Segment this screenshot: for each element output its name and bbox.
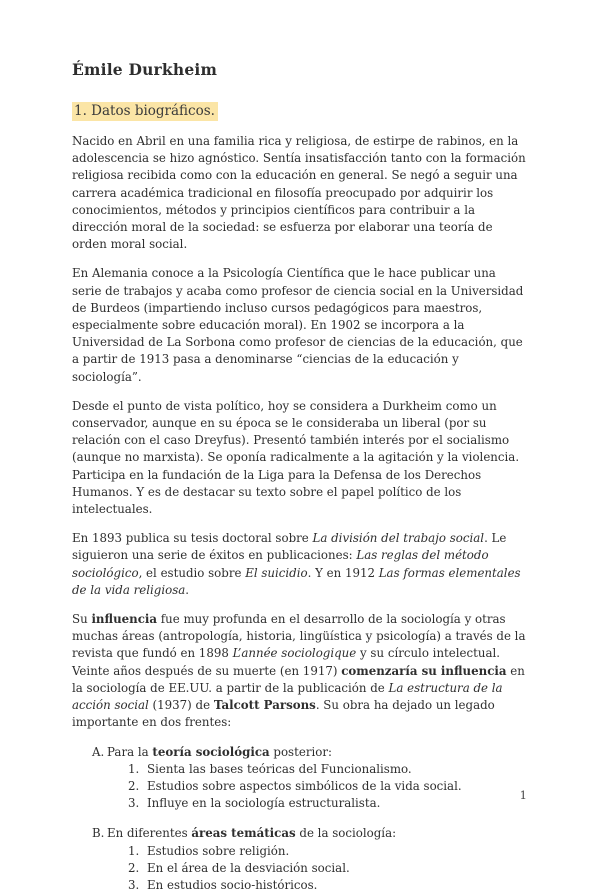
text-run: Nacido en Abril en una familia rica y religiosa, de estirpe de rabinos, en la adolescencia se hizo agnóstico. Sentía insatisfacción tanto con la formación religiosa recibida como con la educación en general. Se negó a seguir una carrera académica tradicional en filosofía preocupado por adquirir los conocimientos, métodos y principios científicos para contribuir a la dirección moral de la sociedad: se esfuerza por elaborar una teoría de orden moral social. (72, 134, 526, 252)
text-run: . Y en 1912 (307, 565, 379, 580)
text-run: Talcott Parsons (213, 698, 316, 713)
text-run: Desde el punto de vista político, hoy se considera a Durkheim como un conservador, aunque en su época se le consideraba un liberal (por su relación con el caso Dreyfus). Presentó también interés por el socialismo (aunque no marxista). Se oponía radicalmente a la agitación y la violencia. Participa en la fundación de la Liga para la Defensa de los Derechos Humanos. Y es de destacar su texto sobre el papel político de los intelectuales. (72, 398, 520, 517)
text-run: Las formas elementales de la vida religiosa (72, 565, 521, 597)
list-item-text: En estudios socio-históricos. (147, 877, 318, 892)
list-item-text: Estudios sobre aspectos simbólicos de la vida social. (147, 778, 462, 793)
text-run: Las reglas del método sociológico (72, 548, 489, 580)
list-intro (72, 744, 528, 761)
text-run: . (185, 582, 190, 597)
paragraph (72, 530, 528, 599)
list-item-number: 3. (128, 877, 140, 892)
text-run: comenzaría su influencia (341, 663, 507, 678)
list-intro-text (107, 744, 332, 761)
text-run: fue muy profunda en el desarrollo de la sociología y otras muchas áreas (antropología, historia, lingüística y psicología) a través de la revista que fundó en 1898 (72, 612, 526, 661)
list-intro (72, 825, 528, 842)
text-run: influencia (91, 612, 158, 627)
list-item-number: 2. (128, 860, 140, 875)
document-title: Émile Durkheim (72, 60, 218, 79)
paragraph (72, 265, 528, 385)
text-run: La estructura de la acción social (72, 680, 503, 713)
lettered-list (72, 744, 528, 813)
list-item-number: 2. (128, 778, 140, 793)
text-run: áreas temáticas (191, 826, 296, 841)
list-item (72, 778, 528, 795)
text-run: El suicidio (245, 565, 308, 580)
list-item-number: 1. (128, 761, 140, 776)
page-number: 1 (519, 788, 527, 802)
list-letter-marker: B. (92, 826, 105, 841)
paragraph (72, 611, 528, 731)
list-item (72, 877, 528, 894)
list-item-text: Influye en la sociología estructuralista. (147, 796, 381, 811)
paragraph (72, 133, 528, 253)
text-run: y su círculo intelectual. Veinte años después de su muerte (en 1917) (72, 646, 501, 678)
text-run: . Le siguieron una serie de éxitos en publicaciones: (72, 531, 507, 563)
text-run: en la sociología de EE.UU. a partir de la publicación de (72, 663, 525, 695)
list-item (72, 860, 528, 877)
text-run: En diferentes (107, 826, 192, 841)
list-item-text: Sienta las bases teóricas del Funcionalismo. (147, 761, 412, 776)
text-run: , el estudio sobre (138, 565, 246, 580)
paragraph (72, 398, 528, 518)
text-run: En 1893 publica su tesis doctoral sobre (72, 531, 313, 546)
section-heading-highlighted: 1. Datos biográficos. (72, 102, 218, 121)
text-run: Su (72, 612, 92, 627)
text-run: La división del trabajo social (312, 531, 485, 546)
text-run: En Alemania conoce a la Psicología Científica que le hace publicar una serie de trabajos y acaba como profesor de ciencia social en la Universidad de Burdeos (impartiendo incluso cursos pedagógicos para maestros, especialmente sobre educación moral). En 1902 se incorpora a la Universidad de La Sorbona como profesor de ciencias de la educación, que a partir de 1913 pasa a denominarse “ciencias de la educación y sociología”. (72, 266, 524, 384)
text-run: teoría sociológica (152, 744, 270, 759)
list-intro-text (107, 825, 396, 842)
document-body (72, 133, 528, 894)
lettered-list (72, 825, 528, 894)
text-run: de la sociología: (295, 826, 397, 841)
text-run: posterior: (269, 744, 332, 759)
text-run: L’année sociologique (232, 646, 357, 661)
list-item-text: Estudios sobre religión. (147, 843, 290, 858)
list-item-number: 1. (128, 843, 140, 858)
list-item (72, 795, 528, 812)
text-run: (1937) de (148, 698, 214, 713)
text-run: Para la (107, 744, 153, 759)
section-heading-wrap (72, 100, 528, 119)
list-item-text: En el área de la desviación social. (147, 860, 350, 875)
text-run: . Su obra ha dejado un legado importante en dos frentes: (72, 698, 495, 730)
list-letter-marker: A. (92, 744, 105, 759)
list-item-number: 3. (128, 796, 140, 811)
list-item (72, 843, 528, 860)
list-item (72, 761, 528, 778)
